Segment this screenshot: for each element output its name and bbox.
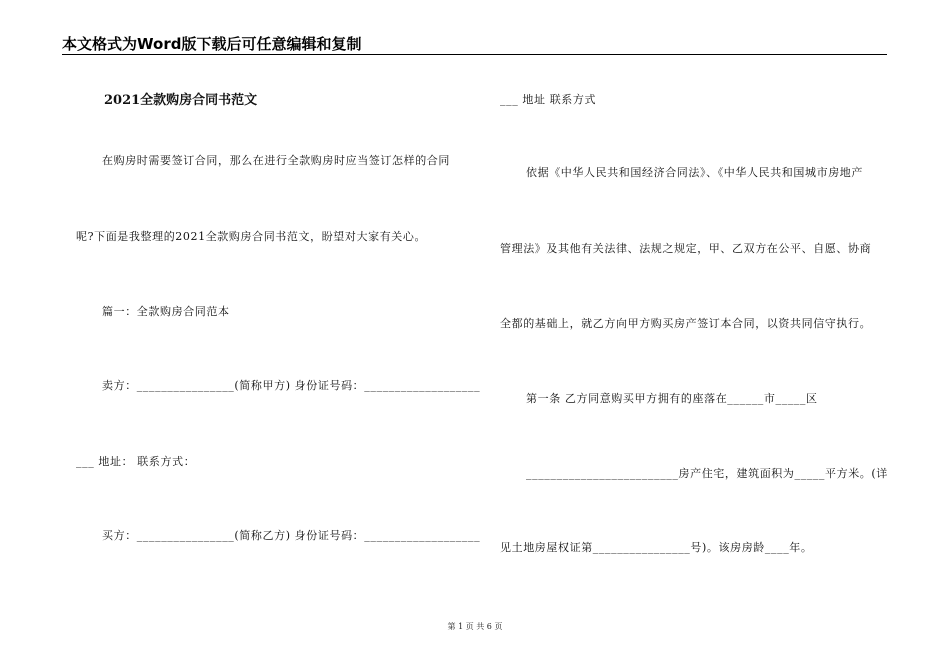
article-line: 见土地房屋权证第________________号)。该房房龄____年。 [500, 541, 813, 554]
address-line: ___ 地址 联系方式 [500, 93, 597, 106]
article-line: _________________________房产住宅，建筑面积为_____平方米。(详 [526, 467, 888, 480]
seller-line: 卖方：________________(简称甲方) 身份证号码：___________________ [102, 379, 481, 392]
right-column [500, 0, 890, 672]
paragraph-line: 管理法》及其他有关法律、法规之规定，甲、乙双方在公平、自愿、协商 [500, 242, 872, 255]
page-footer: 第 1 页 共 6 页 [447, 622, 503, 631]
document-title: 2021全款购房合同书范文 [104, 93, 258, 108]
page-header-title: 本文格式为Word版下载后可任意编辑和复制 [62, 35, 362, 53]
article-line: 第一条 乙方同意购买甲方拥有的座落在______市_____区 [526, 392, 818, 405]
address-line: ___ 地址： 联系方式： [76, 455, 196, 468]
paragraph-line: 在购房时需要签订合同，那么在进行全款购房时应当签订怎样的合同 [102, 154, 450, 167]
paragraph-line: 依据《中华人民共和国经济合同法》、《中华人民共和国城市房地产 [526, 166, 863, 179]
paragraph-line: 全都的基础上，就乙方向甲方购买房产签订本合同，以资共同信守执行。 [500, 317, 872, 330]
buyer-line: 买方：________________(简称乙方) 身份证号码：___________________ [102, 529, 481, 542]
section-heading: 篇一：全款购房合同范本 [102, 305, 230, 318]
paragraph-line: 呢?下面是我整理的2021全款购房合同书范文，盼望对大家有关心。 [76, 230, 427, 243]
